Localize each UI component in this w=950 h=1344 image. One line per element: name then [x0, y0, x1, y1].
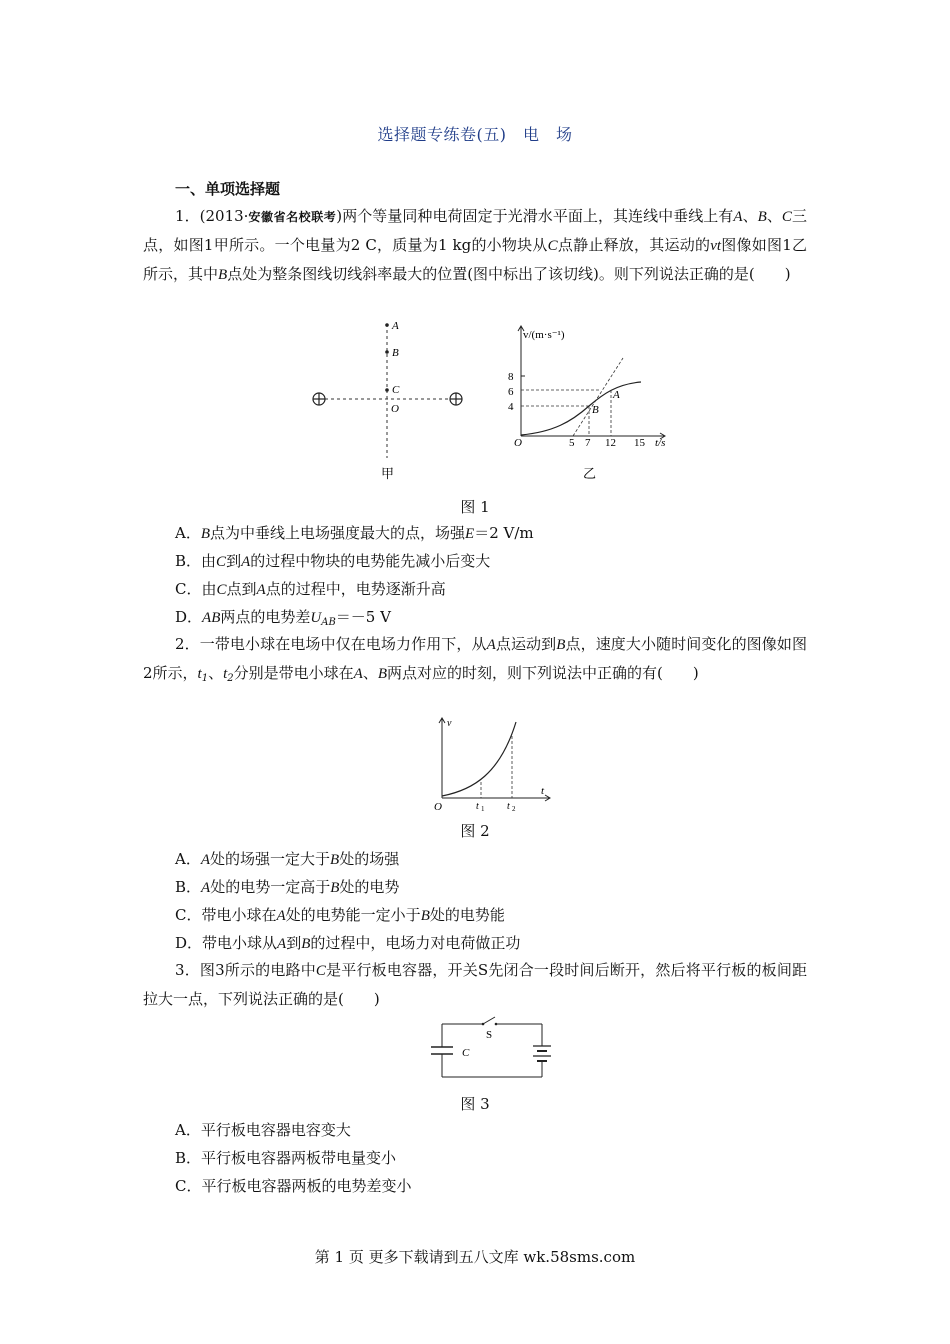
figure-1-right-caption: 乙 — [583, 466, 597, 481]
label-a: A — [392, 320, 399, 332]
figure-1-left-caption: 甲 — [381, 466, 395, 481]
question-3-stem: 3．图3所示的电路中C是平行板电容器，开关S先闭合一段时间后断开，然后将平行板的板间距拉大一点，下列说法正确的是( ) — [143, 961, 807, 1008]
q3-option-b: B．平行板电容器两板带电量变小 — [175, 1149, 397, 1167]
figure-1-caption: 图 1 — [460, 498, 490, 516]
q2-option-a: A．A处的场强一定大于B处的场强 — [175, 850, 400, 868]
t-label: t — [541, 785, 545, 797]
figure-3-circuit — [428, 1016, 558, 1082]
point-b-dot — [385, 350, 389, 354]
capacitor-label: C — [462, 1047, 470, 1059]
q3-option-c: C．平行板电容器两板的电势差变小 — [175, 1177, 412, 1195]
page-title: 选择题专练卷(五) 电 场 — [377, 125, 573, 144]
question-1-stem: 1．(2013·安徽省名校联考)两个等量同种电荷固定于光滑水平面上，其连线中垂线上有A、B、C三点，如图1甲所示。一个电量为2 C，质量为1 kg的小物块从C点静止释放，其运动的vt图像如图1乙所示，其中B点处为整条图线切线斜率最大的位置(图中标出了该切线)。则下列说法正确的是( ) — [143, 207, 807, 283]
origin-label: O — [514, 437, 522, 449]
x-tick-5: 5 — [569, 437, 575, 449]
section-heading: 一、单项选择题 — [175, 180, 281, 198]
q1-option-c: C．由C点到A点的过程中，电势逐渐升高 — [175, 580, 446, 598]
y-tick-8: 8 — [508, 371, 514, 383]
y-tick-6: 6 — [508, 386, 514, 398]
figure-2-vt-graph — [428, 712, 558, 814]
q3-option-a: A．平行板电容器电容变大 — [175, 1121, 351, 1139]
figure-1-vt-graph — [505, 318, 685, 483]
origin-label: O — [434, 801, 442, 813]
label-c: C — [392, 384, 400, 396]
point-a-dot — [385, 323, 389, 327]
q2-option-c: C．带电小球在A处的电势能一定小于B处的电势能 — [175, 906, 505, 924]
battery-icon — [533, 1046, 551, 1061]
q1-option-b: B．由C到A的过程中物块的电势能先减小后变大 — [175, 552, 491, 570]
point-b-label: B — [592, 404, 599, 416]
x-tick-12: 12 — [605, 437, 616, 449]
t1-sub: 1 — [481, 805, 485, 813]
switch-icon — [483, 1017, 495, 1024]
positive-charge-right-icon — [450, 393, 462, 405]
figure-1-charges — [305, 318, 475, 483]
point-c-dot — [385, 388, 389, 392]
q2-option-d: D．带电小球从A到B的过程中，电场力对电荷做正功 — [175, 934, 521, 952]
source-name: 安徽省名校联考 — [248, 210, 337, 224]
q1-option-d: D．AB两点的电势差$U_{AB}=-5$ V — [175, 608, 391, 628]
switch-label: S — [486, 1029, 493, 1041]
t1-label: t — [476, 801, 479, 812]
figure-3-caption: 图 3 — [460, 1095, 490, 1113]
q1-option-a: A．B点为中垂线上电场强度最大的点，场强E＝2 V/m — [175, 524, 534, 542]
label-b: B — [392, 347, 399, 359]
capacitor-icon — [431, 1047, 453, 1054]
v-label: v — [447, 718, 452, 729]
point-a-label: A — [613, 389, 620, 401]
q2-option-b: B．A处的电势一定高于B处的电势 — [175, 878, 400, 896]
x-tick-7: 7 — [585, 437, 591, 449]
t2-label: t — [507, 801, 510, 812]
vt-curve — [442, 722, 516, 796]
question-2-stem: 2．一带电小球在电场中仅在电场力作用下，从A点运动到B点，速度大小随时间变化的图像如图2所示，$t_1$、$t_2$分别是带电小球在A、B两点对应的时刻，则下列说法中正确的有( ) — [143, 635, 807, 684]
y-tick-4: 4 — [508, 401, 514, 413]
positive-charge-left-icon — [313, 393, 325, 405]
label-o: O — [391, 403, 399, 415]
x-tick-15: 15 — [634, 437, 645, 449]
t2-sub: 2 — [512, 805, 516, 813]
x-axis-label: t/s — [655, 437, 666, 449]
figure-2-caption: 图 2 — [460, 822, 490, 840]
page-footer: 第 1 页 更多下载请到五八文库 wk.58sms.com — [314, 1248, 636, 1266]
y-axis-label: v/(m·s⁻¹) — [523, 329, 565, 341]
